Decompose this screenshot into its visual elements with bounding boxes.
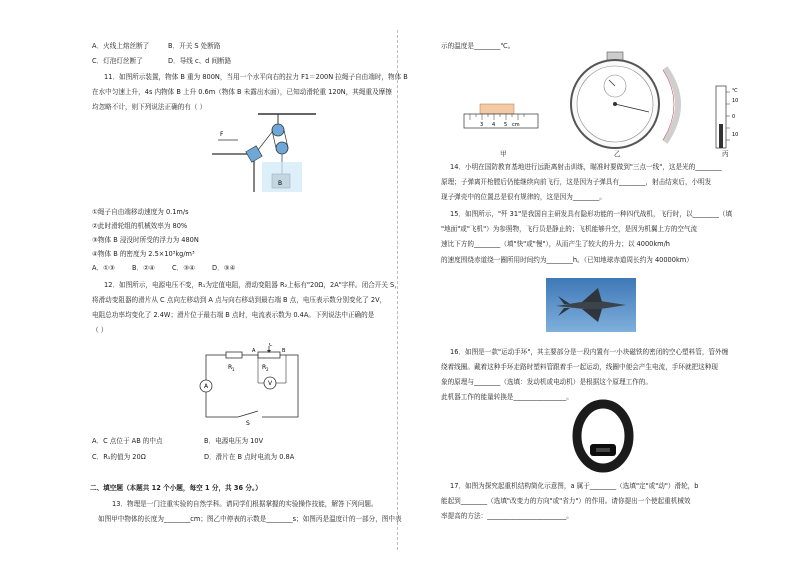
q11-statement-3: ③物体 B 浸没时所受的浮力为 480N xyxy=(92,236,199,244)
ruler-unit: cm xyxy=(512,122,520,128)
voltmeter-label: V xyxy=(268,380,273,387)
q16-line-1: 16．如图是一款"运动手环"，其主要部分是一段内置有一小块磁铁的密闭的空心塑料管，管外缠 xyxy=(450,348,729,356)
q12-option-b: B．电源电压为 10V xyxy=(204,437,264,445)
q12-line-1: 12．如图所示，电源电压不变，R₁为定值电阻，滑动变阻器 R₂上标有"20Ω，2A"字样。闭合开关 S， xyxy=(104,281,401,289)
therm-tick-top: 10 xyxy=(732,98,739,104)
q10-option-c: C．灯泡灯丝断了 xyxy=(92,57,143,65)
ammeter-label: A xyxy=(204,383,209,390)
stopwatch-figure xyxy=(565,50,693,152)
q16-line-2: 绕着线圈。戴着这种手环走路时塑料管跟着手一起运动，线圈中便会产生电流，手环就把这种现 xyxy=(441,363,718,371)
q13-line-2: 如图甲中物体的长度为________cm；图乙中停表的示数是________s；如图丙是温度计的一部分，图中表 xyxy=(98,515,402,523)
q11-choice-d: D．③④ xyxy=(212,264,236,272)
q17-line-3: 率提高的方法：________________________。 xyxy=(441,512,573,520)
q12-line-3: 电阻总功率均变化了 2.4W；滑片位于最右端 B 点时，电流表示数为 0.4A。下列说法中正确的是 xyxy=(92,311,375,319)
r2-subscript: 2 xyxy=(266,367,269,372)
circuit-figure xyxy=(196,343,308,425)
ruler-tick-5: 5 xyxy=(504,122,508,128)
q12-line-4: （ ） xyxy=(92,326,108,334)
q12-option-a: A．C 点位于 AB 的中点 xyxy=(92,437,163,445)
object-b-label: B xyxy=(278,180,283,187)
q15-line-3: 速比下方的________（填"快"或"慢"），从而产生了较大的升力；以 4000km/h xyxy=(441,240,670,248)
q11-choice-b: B．②④ xyxy=(132,264,155,272)
q14-line-2: 原理；子弹离开枪膛后仍能继续向前飞行，这是因为子弹具有________，射击结束后，小明发 xyxy=(441,178,712,186)
q16-line-4: 此机器工作的能量转换是________________。 xyxy=(441,393,573,401)
q10-option-b: B．开关 S 处断路 xyxy=(168,42,221,50)
therm-tick-bottom: 10 xyxy=(732,132,739,138)
q11-line-3: 均忽略不计，则下列说法正确的有（ ） xyxy=(92,103,207,111)
therm-tick-zero: 0 xyxy=(732,114,736,120)
therm-unit: ℃ xyxy=(732,88,738,94)
q14-line-1: 14．小明在国防教育基地进行远距离射击训练，瞄准时要做到"三点一线"，这是光的________ xyxy=(450,163,722,171)
q11-line-1: 11．如图所示装置，物体 B 重为 800N，当用一个水平向右的拉力 F1＝200N 拉绳子自由端时，物体 B xyxy=(104,73,408,81)
ruler-figure xyxy=(462,100,542,140)
q14-line-3: 现子弹壳中的位置总是很有规律的，这是因为________。 xyxy=(441,193,606,201)
q16-line-3: 象的原理与________（选填：发动机或电动机）是根据这个原理工作的。 xyxy=(441,378,652,386)
jet-photo xyxy=(546,278,636,332)
q12-line-2: 将滑动变阻器的滑片从 C 点向左移动到 A 点与向右移动到最右端 B 点，电压表示数分别变化了 2V， xyxy=(92,296,387,304)
q15-line-4: 的速度围绕赤道绕一圈所用时间约为________h。（已知地球赤道周长约为 40000km） xyxy=(441,256,693,264)
q13-line-1: 13．物理是一门注重实验的自然学科。请同学们根据掌握的实验操作技能，解答下列问题。 xyxy=(112,500,378,508)
q10-option-a: A．火线上熔丝断了 xyxy=(92,42,150,50)
q11-choice-a: A．①③ xyxy=(92,264,115,272)
q11-statement-1: ①绳子自由端移动速度为 0.1m/s xyxy=(92,208,189,216)
q12-option-c: C．R₁的值为 20Ω xyxy=(92,453,146,461)
q17-line-2: 能起到________（选填"改变力的方向"或"省力"）的作用。请你提出一个使起重机械效 xyxy=(441,497,691,505)
section-fill-in-heading: 二、填空题（本题共 12 个小题，每空 1 分，共 36 分。） xyxy=(90,484,262,492)
q15-line-1: 15．如图所示，"歼 31"是我国自主研发具有隐形功能的一种四代战机，飞行时，以________（填 xyxy=(450,210,733,218)
point-b-label: B xyxy=(282,348,286,354)
fig-caption-yi: 乙 xyxy=(614,150,621,158)
fitness-band-photo xyxy=(570,396,636,476)
fig-caption-bing: 丙 xyxy=(722,150,729,158)
switch-label: S xyxy=(246,420,250,425)
q11-line-2: 在水中匀速上升，4s 内物体 B 上升 0.6m（物体 B 未露出水面），已知动滑轮重 120N，其绳重及摩擦 xyxy=(92,88,392,96)
point-c-label: C xyxy=(269,343,273,348)
r2-label: R xyxy=(262,364,267,371)
column-divider xyxy=(397,30,398,550)
ruler-tick-3: 3 xyxy=(480,122,484,128)
pulley-figure xyxy=(208,112,318,194)
q15-line-2: "地面"或"飞机"）为参照物，飞行员是静止的；飞机能够升空，是因为机翼上方的空气流 xyxy=(441,225,698,233)
q12-option-d: D．滑片在 B 点时电流为 0.8A xyxy=(204,453,295,461)
fig-caption-jia: 甲 xyxy=(500,150,507,158)
thermometer-figure xyxy=(708,84,748,154)
r1-subscript: 1 xyxy=(232,367,235,372)
q10-option-d: D．导线 c、d 间断路 xyxy=(168,57,232,65)
r1-label: R xyxy=(228,364,233,371)
q11-choice-c: C．③④ xyxy=(172,264,196,272)
q13-line-3: 示的温度是________℃。 xyxy=(441,42,515,50)
q11-statement-2: ②此时滑轮组的机械效率为 80% xyxy=(92,222,188,230)
q17-line-1: 17．如图为探究起重机结构简化示意图，a 属于________（选填"定"或"动"）滑轮，b xyxy=(450,482,699,490)
ruler-tick-4: 4 xyxy=(492,122,496,128)
force-label: F xyxy=(220,131,224,138)
point-a-label: A xyxy=(252,348,256,354)
q11-statement-4: ④物体 B 的密度为 2.5×10³kg/m³ xyxy=(92,250,195,258)
